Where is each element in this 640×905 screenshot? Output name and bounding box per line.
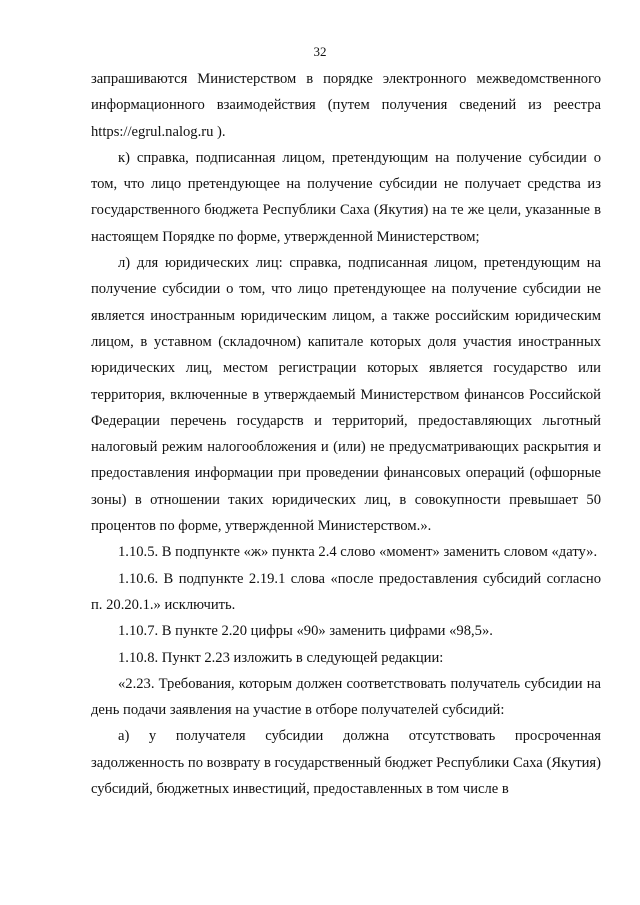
paragraph-2-23: «2.23. Требования, которым должен соответствовать получатель субсидии на день подачи заявления на участие в отборе получателей субсидий: bbox=[91, 675, 601, 719]
paragraph-item-k: к) справка, подписанная лицом, претендующим на получение субсидии о том, что лицо претендующее на получение субсидии не получает средства из государственного бюджета Республики Саха (Якутия) на те же цели, указанные в настоящем Порядке по форме, утвержденной Министерством; bbox=[91, 149, 601, 245]
document-body bbox=[91, 66, 601, 802]
paragraph-1-10-8: 1.10.8. Пункт 2.23 изложить в следующей редакции: bbox=[118, 649, 444, 666]
paragraph-1-10-5: 1.10.5. В подпункте «ж» пункта 2.4 слово «момент» заменить словом «дату». bbox=[118, 544, 598, 561]
paragraph-continuation: запрашиваются Министерством в порядке электронного межведомственного информационного взаимодействия (путем получения сведений из реестра https://egrul.nalog.ru ). bbox=[91, 71, 601, 140]
paragraph-item-l: л) для юридических лиц: справка, подписанная лицом, претендующим на получение субсидии о том, что лицо претендующее на получение субсидии не является иностранным юридическим лицом, а также российским юридическим лицом, в уставном (складочном) капитале которых доля участия иностранных юридических лиц, местом регистрации которых является государство или территория, включенные в утверждаемый Министерством финансов Российской Федерации перечень государств и территорий, предоставляющих льготный налоговый режим налогообложения и (или) не предусматривающих раскрытия и предоставления информации при проведении финансовых операций (офшорные зоны) в отношении таких юридических лиц, в совокупности превышает 50 процентов по форме, утвержденной Министерством.». bbox=[91, 255, 601, 535]
page-number: 32 bbox=[313, 44, 327, 59]
paragraph-1-10-6: 1.10.6. В подпункте 2.19.1 слова «после предоставления субсидий согласно п. 20.20.1.» исключить. bbox=[91, 570, 601, 613]
paragraph-1-10-7: 1.10.7. В пункте 2.20 цифры «90» заменить цифрами «98,5». bbox=[118, 623, 493, 640]
paragraph-item-a: а) у получателя субсидии должна отсутствовать просроченная задолженность по возврату в государственный бюджет Республики Саха (Якутия) субсидий, бюджетных инвестиций, предоставленных в том числе в bbox=[91, 728, 601, 798]
